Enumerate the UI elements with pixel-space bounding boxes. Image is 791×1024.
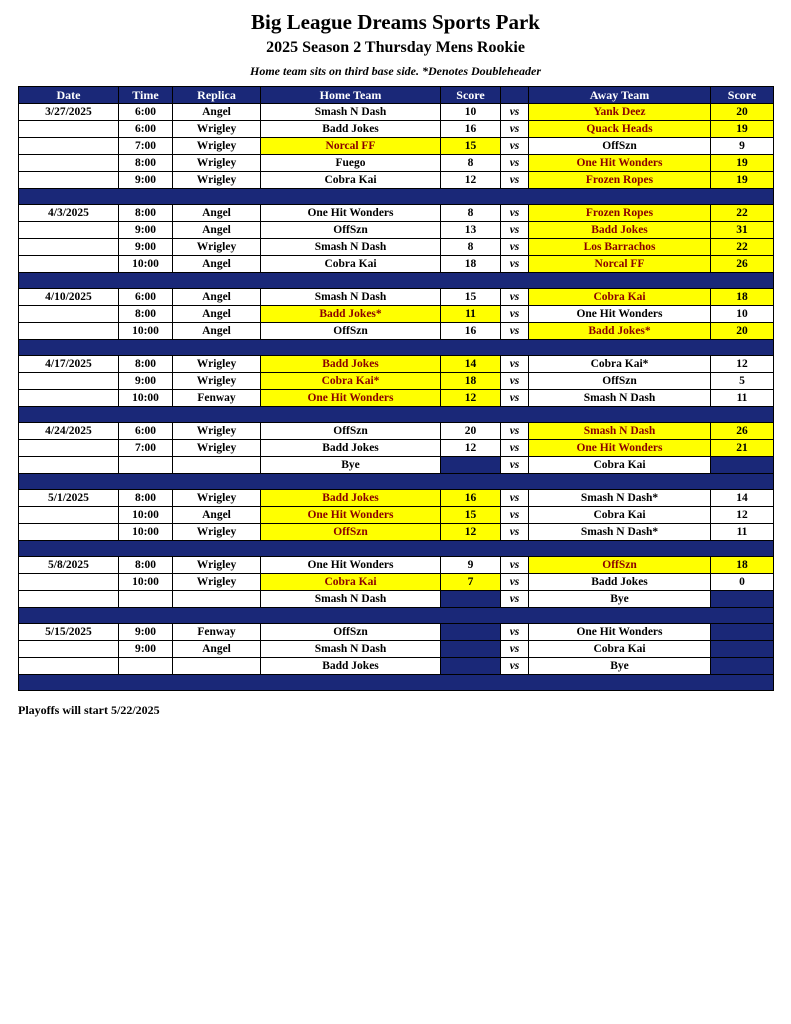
vs-cell: vs (501, 574, 529, 591)
replica-cell (173, 658, 261, 675)
replica-cell: Angel (173, 256, 261, 273)
date-cell (19, 256, 119, 273)
date-cell: 4/3/2025 (19, 205, 119, 222)
date-cell (19, 373, 119, 390)
vs-cell: vs (501, 222, 529, 239)
away-team-cell: Bye (529, 658, 711, 675)
date-cell (19, 138, 119, 155)
week-separator-bar (19, 273, 774, 289)
header-note: Home team sits on third base side. *Denotes Doubleheader (250, 64, 541, 78)
home-team-cell: OffSzn (261, 423, 441, 440)
week-separator-row (19, 541, 774, 557)
home-score-cell (441, 591, 501, 608)
vs-cell: vs (501, 658, 529, 675)
away-team-cell: Cobra Kai (529, 457, 711, 474)
replica-cell: Wrigley (173, 524, 261, 541)
home-score-cell (441, 457, 501, 474)
away-team-cell: Cobra Kai (529, 641, 711, 658)
away-team-cell: Norcal FF (529, 256, 711, 273)
playoffs-note: Playoffs will start 5/22/2025 (18, 703, 160, 717)
time-cell: 10:00 (119, 524, 173, 541)
game-row (19, 624, 774, 641)
vs-cell: vs (501, 155, 529, 172)
date-cell: 5/8/2025 (19, 557, 119, 574)
column-header-away: Away Team (529, 87, 711, 104)
game-row (19, 155, 774, 172)
away-team-cell: Los Barrachos (529, 239, 711, 256)
game-row (19, 239, 774, 256)
game-row (19, 306, 774, 323)
date-cell (19, 172, 119, 189)
week-separator-bar (19, 189, 774, 205)
away-team-cell: Quack Heads (529, 121, 711, 138)
date-cell (19, 306, 119, 323)
home-score-cell: 16 (441, 490, 501, 507)
week-separator-bar (19, 675, 774, 691)
away-team-cell: Cobra Kai* (529, 356, 711, 373)
replica-cell: Fenway (173, 390, 261, 407)
away-score-cell: 22 (711, 205, 774, 222)
vs-cell: vs (501, 624, 529, 641)
time-cell: 10:00 (119, 574, 173, 591)
game-row (19, 507, 774, 524)
game-row (19, 490, 774, 507)
away-team-cell: Smash N Dash (529, 390, 711, 407)
date-cell (19, 121, 119, 138)
away-score-cell: 18 (711, 557, 774, 574)
time-cell: 9:00 (119, 641, 173, 658)
game-row (19, 658, 774, 675)
date-cell (19, 440, 119, 457)
replica-cell: Wrigley (173, 138, 261, 155)
date-cell (19, 524, 119, 541)
away-team-cell: Cobra Kai (529, 289, 711, 306)
away-team-cell: One Hit Wonders (529, 155, 711, 172)
away-score-cell: 12 (711, 356, 774, 373)
away-team-cell: OffSzn (529, 373, 711, 390)
home-score-cell (441, 658, 501, 675)
home-team-cell: Cobra Kai (261, 172, 441, 189)
time-cell: 6:00 (119, 104, 173, 121)
vs-cell: vs (501, 457, 529, 474)
game-row (19, 591, 774, 608)
week-separator-row (19, 474, 774, 490)
vs-cell: vs (501, 289, 529, 306)
home-score-cell: 11 (441, 306, 501, 323)
game-row (19, 457, 774, 474)
away-score-cell (711, 624, 774, 641)
vs-cell: vs (501, 205, 529, 222)
away-score-cell: 19 (711, 172, 774, 189)
away-score-cell: 31 (711, 222, 774, 239)
time-cell (119, 457, 173, 474)
vs-cell: vs (501, 490, 529, 507)
away-score-cell: 20 (711, 104, 774, 121)
time-cell: 6:00 (119, 423, 173, 440)
column-header-score1: Score (441, 87, 501, 104)
replica-cell: Angel (173, 205, 261, 222)
column-header-date: Date (19, 87, 119, 104)
home-score-cell: 16 (441, 121, 501, 138)
vs-cell: vs (501, 591, 529, 608)
date-cell: 3/27/2025 (19, 104, 119, 121)
time-cell: 9:00 (119, 222, 173, 239)
home-score-cell: 10 (441, 104, 501, 121)
replica-cell: Angel (173, 306, 261, 323)
date-cell (19, 155, 119, 172)
home-team-cell: Bye (261, 457, 441, 474)
replica-cell: Wrigley (173, 172, 261, 189)
home-team-cell: Fuego (261, 155, 441, 172)
home-score-cell: 8 (441, 239, 501, 256)
game-row (19, 423, 774, 440)
time-cell: 7:00 (119, 138, 173, 155)
game-row (19, 373, 774, 390)
time-cell: 6:00 (119, 121, 173, 138)
home-team-cell: Smash N Dash (261, 289, 441, 306)
home-team-cell: Badd Jokes (261, 440, 441, 457)
table-header (19, 87, 774, 104)
home-team-cell: Cobra Kai (261, 574, 441, 591)
away-score-cell: 5 (711, 373, 774, 390)
vs-cell: vs (501, 356, 529, 373)
away-team-cell: OffSzn (529, 138, 711, 155)
replica-cell: Fenway (173, 624, 261, 641)
home-team-cell: Badd Jokes (261, 490, 441, 507)
replica-cell: Wrigley (173, 121, 261, 138)
page-subtitle: 2025 Season 2 Thursday Mens Rookie (266, 39, 525, 56)
home-team-cell: Badd Jokes (261, 121, 441, 138)
page-title: Big League Dreams Sports Park (251, 10, 540, 34)
week-separator-row (19, 189, 774, 205)
vs-cell: vs (501, 239, 529, 256)
away-score-cell: 11 (711, 390, 774, 407)
time-cell: 10:00 (119, 323, 173, 340)
away-team-cell: Yank Deez (529, 104, 711, 121)
vs-cell: vs (501, 557, 529, 574)
week-separator-bar (19, 340, 774, 356)
vs-cell: vs (501, 423, 529, 440)
replica-cell: Wrigley (173, 239, 261, 256)
home-team-cell: Cobra Kai* (261, 373, 441, 390)
replica-cell: Angel (173, 289, 261, 306)
home-score-cell: 9 (441, 557, 501, 574)
date-cell: 5/1/2025 (19, 490, 119, 507)
replica-cell: Angel (173, 323, 261, 340)
date-cell (19, 507, 119, 524)
home-score-cell: 15 (441, 138, 501, 155)
column-header-score2: Score (711, 87, 774, 104)
away-score-cell (711, 641, 774, 658)
game-row (19, 323, 774, 340)
column-header-replica: Replica (173, 87, 261, 104)
time-cell: 10:00 (119, 256, 173, 273)
home-team-cell: Badd Jokes* (261, 306, 441, 323)
week-separator-row (19, 407, 774, 423)
game-row (19, 172, 774, 189)
date-cell: 4/24/2025 (19, 423, 119, 440)
time-cell (119, 658, 173, 675)
home-team-cell: One Hit Wonders (261, 507, 441, 524)
time-cell: 8:00 (119, 557, 173, 574)
time-cell: 9:00 (119, 624, 173, 641)
date-cell: 4/10/2025 (19, 289, 119, 306)
home-team-cell: OffSzn (261, 624, 441, 641)
home-score-cell: 14 (441, 356, 501, 373)
home-score-cell: 13 (441, 222, 501, 239)
column-header-row (19, 87, 774, 104)
date-cell (19, 222, 119, 239)
away-score-cell: 14 (711, 490, 774, 507)
home-score-cell: 18 (441, 256, 501, 273)
date-cell (19, 390, 119, 407)
home-score-cell: 8 (441, 205, 501, 222)
home-team-cell: One Hit Wonders (261, 390, 441, 407)
home-score-cell: 15 (441, 507, 501, 524)
time-cell: 8:00 (119, 155, 173, 172)
home-score-cell: 20 (441, 423, 501, 440)
vs-cell: vs (501, 256, 529, 273)
home-score-cell: 12 (441, 524, 501, 541)
vs-cell: vs (501, 373, 529, 390)
away-team-cell: Smash N Dash* (529, 524, 711, 541)
away-team-cell: One Hit Wonders (529, 306, 711, 323)
game-row (19, 524, 774, 541)
game-row (19, 356, 774, 373)
week-separator-row (19, 273, 774, 289)
away-score-cell (711, 591, 774, 608)
week-separator-bar (19, 407, 774, 423)
away-score-cell: 10 (711, 306, 774, 323)
home-score-cell: 8 (441, 155, 501, 172)
game-row (19, 205, 774, 222)
column-header-home: Home Team (261, 87, 441, 104)
home-team-cell: Smash N Dash (261, 104, 441, 121)
replica-cell (173, 591, 261, 608)
schedule-table (18, 86, 774, 691)
week-separator-bar (19, 541, 774, 557)
game-row (19, 104, 774, 121)
time-cell (119, 591, 173, 608)
time-cell: 8:00 (119, 205, 173, 222)
home-score-cell: 7 (441, 574, 501, 591)
game-row (19, 289, 774, 306)
away-team-cell: OffSzn (529, 557, 711, 574)
time-cell: 10:00 (119, 390, 173, 407)
date-cell (19, 641, 119, 658)
time-cell: 9:00 (119, 239, 173, 256)
vs-cell: vs (501, 138, 529, 155)
game-row (19, 138, 774, 155)
away-team-cell: Cobra Kai (529, 507, 711, 524)
home-score-cell: 12 (441, 440, 501, 457)
home-team-cell: Smash N Dash (261, 591, 441, 608)
date-cell (19, 591, 119, 608)
home-score-cell (441, 624, 501, 641)
away-score-cell: 22 (711, 239, 774, 256)
vs-cell: vs (501, 306, 529, 323)
vs-cell: vs (501, 641, 529, 658)
week-separator-row (19, 675, 774, 691)
replica-cell: Wrigley (173, 490, 261, 507)
date-cell: 5/15/2025 (19, 624, 119, 641)
time-cell: 10:00 (119, 507, 173, 524)
replica-cell: Angel (173, 507, 261, 524)
away-score-cell: 20 (711, 323, 774, 340)
game-row (19, 256, 774, 273)
replica-cell: Wrigley (173, 373, 261, 390)
away-score-cell: 11 (711, 524, 774, 541)
replica-cell (173, 457, 261, 474)
home-score-cell (441, 641, 501, 658)
home-team-cell: Badd Jokes (261, 658, 441, 675)
column-header-vs (501, 87, 529, 104)
replica-cell: Wrigley (173, 440, 261, 457)
home-team-cell: One Hit Wonders (261, 205, 441, 222)
replica-cell: Wrigley (173, 423, 261, 440)
away-score-cell (711, 658, 774, 675)
time-cell: 8:00 (119, 490, 173, 507)
game-row (19, 440, 774, 457)
game-row (19, 641, 774, 658)
away-team-cell: Smash N Dash* (529, 490, 711, 507)
away-score-cell: 18 (711, 289, 774, 306)
replica-cell: Wrigley (173, 557, 261, 574)
replica-cell: Angel (173, 104, 261, 121)
vs-cell: vs (501, 172, 529, 189)
time-cell: 9:00 (119, 172, 173, 189)
vs-cell: vs (501, 121, 529, 138)
time-cell: 8:00 (119, 306, 173, 323)
home-score-cell: 12 (441, 390, 501, 407)
date-cell (19, 323, 119, 340)
week-separator-bar (19, 608, 774, 624)
time-cell: 9:00 (119, 373, 173, 390)
replica-cell: Angel (173, 641, 261, 658)
game-row (19, 557, 774, 574)
vs-cell: vs (501, 524, 529, 541)
replica-cell: Wrigley (173, 155, 261, 172)
vs-cell: vs (501, 507, 529, 524)
game-row (19, 121, 774, 138)
date-cell (19, 574, 119, 591)
home-score-cell: 16 (441, 323, 501, 340)
week-separator-bar (19, 474, 774, 490)
week-separator-row (19, 608, 774, 624)
away-score-cell: 12 (711, 507, 774, 524)
date-cell (19, 658, 119, 675)
replica-cell: Wrigley (173, 574, 261, 591)
time-cell: 8:00 (119, 356, 173, 373)
week-separator-row (19, 340, 774, 356)
away-team-cell: Badd Jokes (529, 574, 711, 591)
vs-cell: vs (501, 323, 529, 340)
date-cell: 4/17/2025 (19, 356, 119, 373)
home-team-cell: Smash N Dash (261, 641, 441, 658)
away-score-cell: 26 (711, 423, 774, 440)
away-score-cell: 21 (711, 440, 774, 457)
away-team-cell: Frozen Ropes (529, 172, 711, 189)
home-score-cell: 15 (441, 289, 501, 306)
home-team-cell: Smash N Dash (261, 239, 441, 256)
home-score-cell: 18 (441, 373, 501, 390)
game-row (19, 222, 774, 239)
away-team-cell: One Hit Wonders (529, 440, 711, 457)
vs-cell: vs (501, 390, 529, 407)
home-team-cell: OffSzn (261, 524, 441, 541)
away-team-cell: Smash N Dash (529, 423, 711, 440)
replica-cell: Angel (173, 222, 261, 239)
home-team-cell: One Hit Wonders (261, 557, 441, 574)
time-cell: 6:00 (119, 289, 173, 306)
vs-cell: vs (501, 440, 529, 457)
home-team-cell: Norcal FF (261, 138, 441, 155)
away-team-cell: One Hit Wonders (529, 624, 711, 641)
home-score-cell: 12 (441, 172, 501, 189)
home-team-cell: OffSzn (261, 323, 441, 340)
away-score-cell: 26 (711, 256, 774, 273)
away-score-cell: 9 (711, 138, 774, 155)
away-team-cell: Frozen Ropes (529, 205, 711, 222)
away-team-cell: Bye (529, 591, 711, 608)
away-team-cell: Badd Jokes* (529, 323, 711, 340)
game-row (19, 574, 774, 591)
home-team-cell: Badd Jokes (261, 356, 441, 373)
away-score-cell: 19 (711, 155, 774, 172)
date-cell (19, 239, 119, 256)
time-cell: 7:00 (119, 440, 173, 457)
replica-cell: Wrigley (173, 356, 261, 373)
away-score-cell: 19 (711, 121, 774, 138)
vs-cell: vs (501, 104, 529, 121)
column-header-time: Time (119, 87, 173, 104)
away-score-cell (711, 457, 774, 474)
away-score-cell: 0 (711, 574, 774, 591)
date-cell (19, 457, 119, 474)
home-team-cell: Cobra Kai (261, 256, 441, 273)
home-team-cell: OffSzn (261, 222, 441, 239)
away-team-cell: Badd Jokes (529, 222, 711, 239)
game-row (19, 390, 774, 407)
